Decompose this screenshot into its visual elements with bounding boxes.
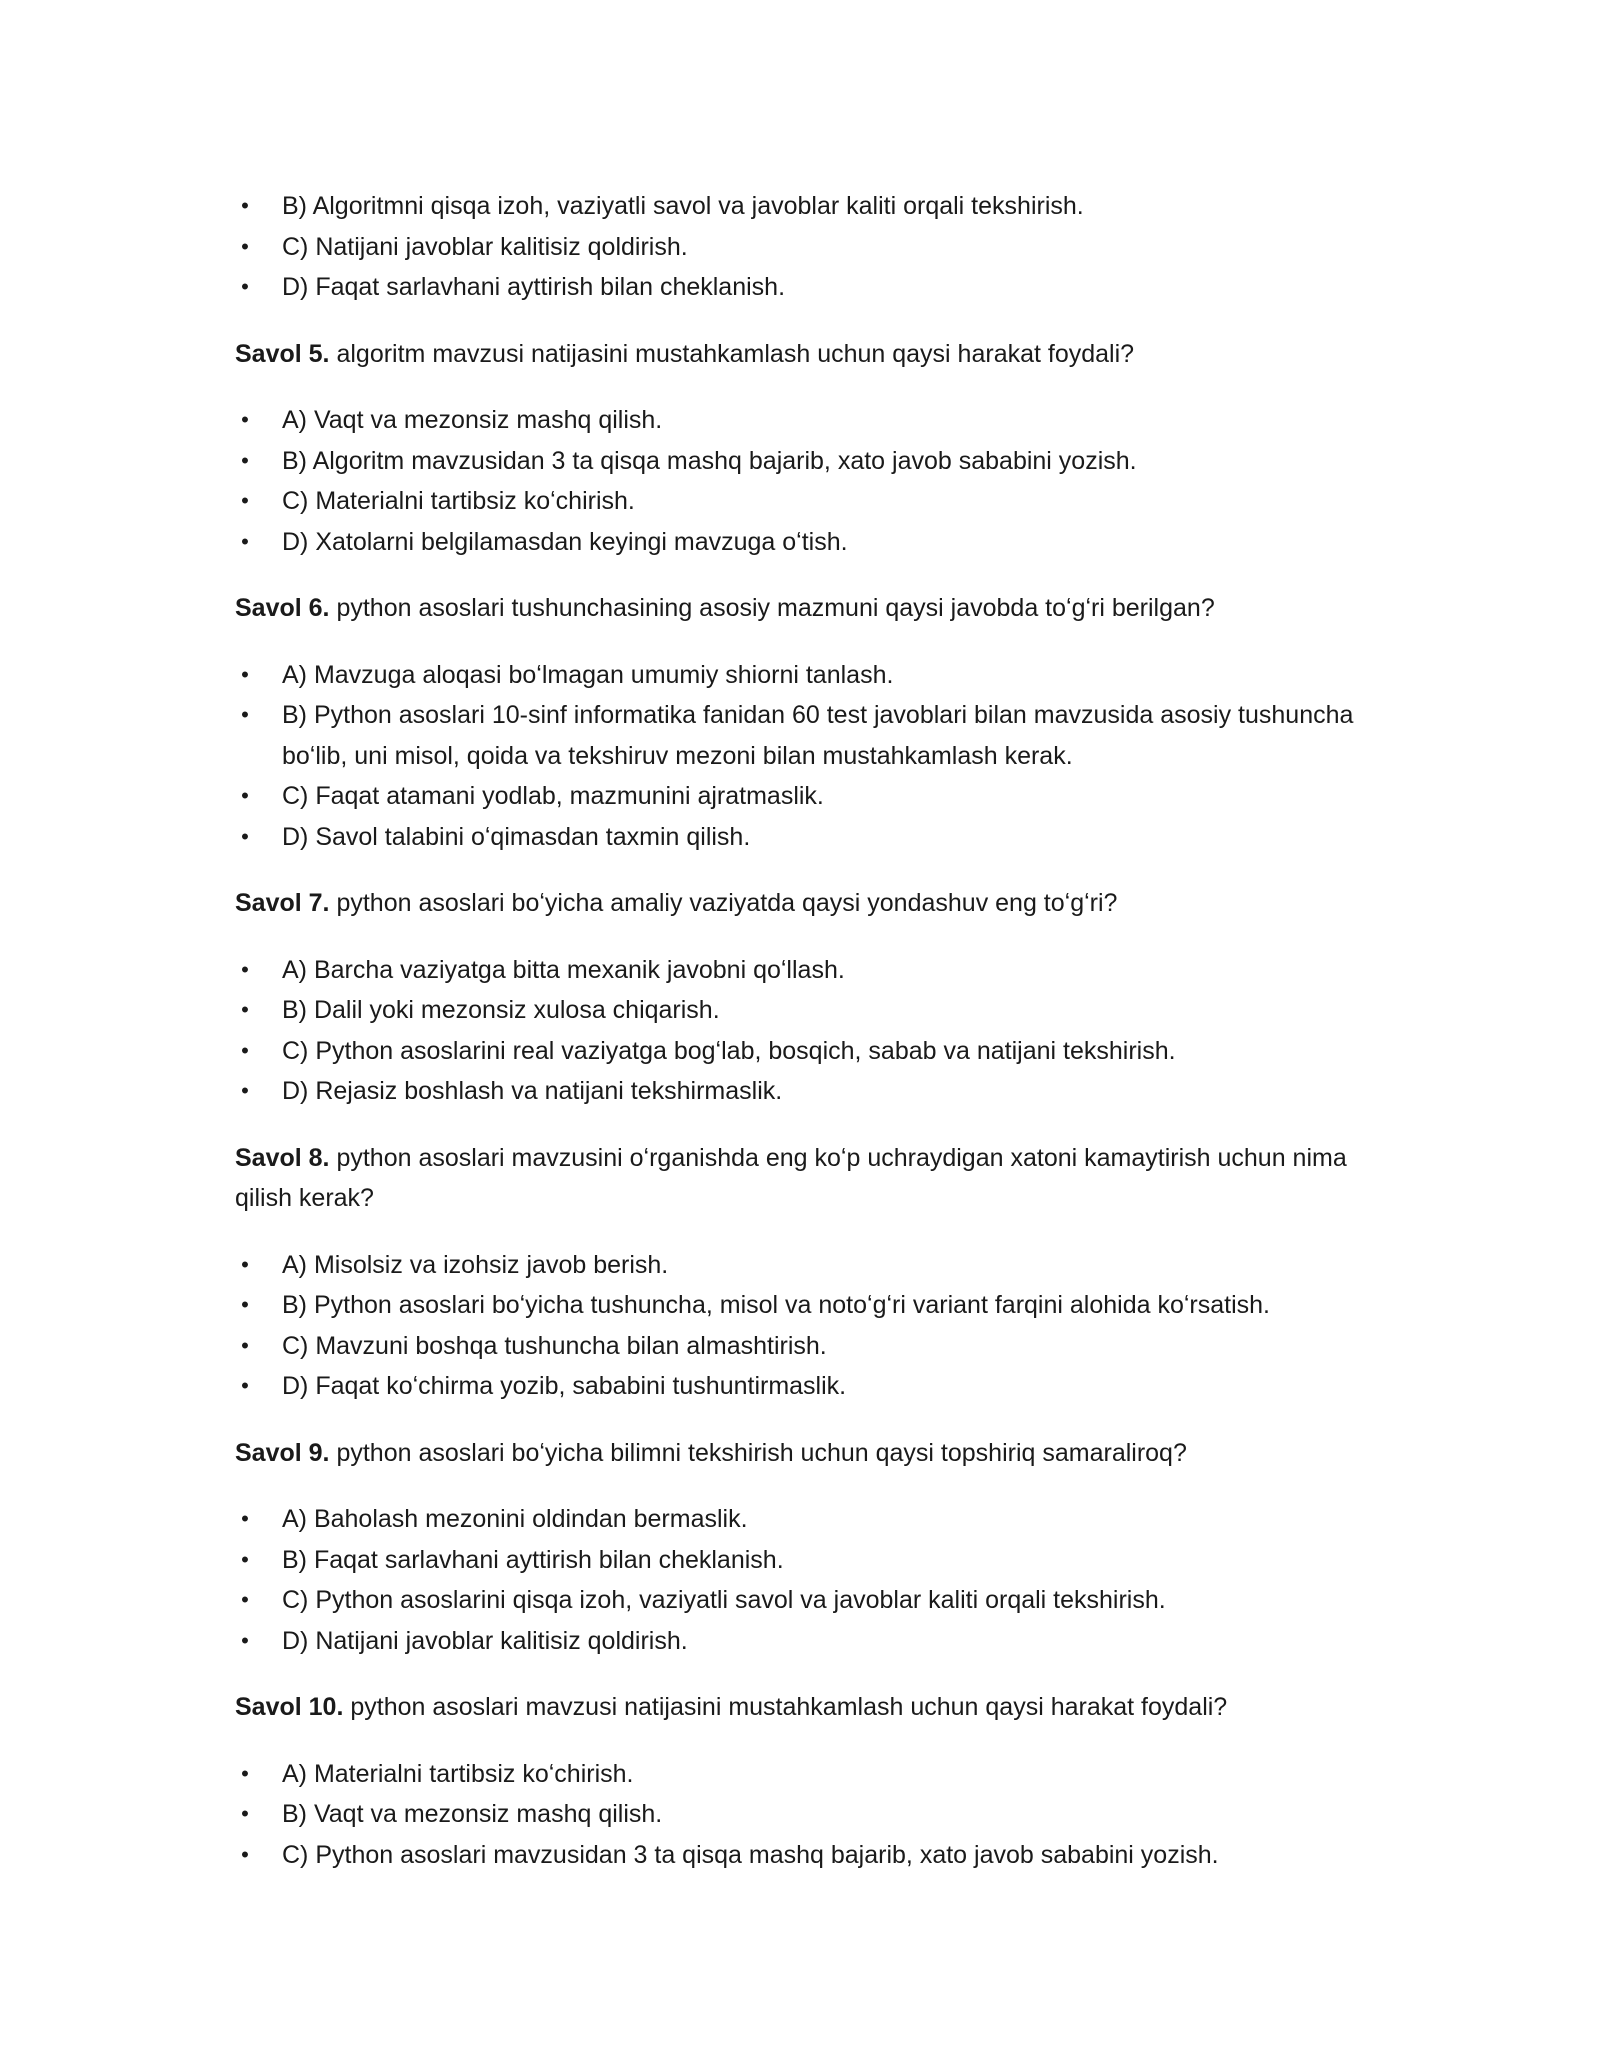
option-item bbox=[235, 481, 1365, 522]
option-list bbox=[235, 655, 1365, 858]
option-text: B) Vaqt va mezonsiz mashq qilish. bbox=[282, 1800, 663, 1828]
option-item bbox=[235, 1794, 1365, 1835]
option-item bbox=[235, 655, 1365, 696]
option-item bbox=[235, 1071, 1365, 1112]
option-text: C) Faqat atamani yodlab, mazmunini ajratmaslik. bbox=[282, 782, 824, 810]
option-item bbox=[235, 1580, 1365, 1621]
question-number: Savol 5. bbox=[235, 339, 330, 368]
option-list bbox=[235, 1754, 1365, 1876]
option-text: B) Faqat sarlavhani ayttirish bilan cheklanish. bbox=[282, 1545, 784, 1574]
option-text: A) Vaqt va mezonsiz mashq qilish. bbox=[282, 406, 663, 434]
option-item bbox=[235, 1326, 1365, 1367]
option-item bbox=[235, 990, 1365, 1031]
bullet-icon: • bbox=[241, 702, 249, 727]
option-item bbox=[235, 441, 1365, 482]
option-text: D) Xatolarni belgilamasdan keyingi mavzuga oʻtish. bbox=[282, 527, 848, 556]
option-text: C) Python asoslarini qisqa izoh, vaziyatli savol va javoblar kaliti orqali tekshirish. bbox=[282, 1586, 1166, 1614]
option-text: D) Savol talabini oʻqimasdan taxmin qilish. bbox=[282, 822, 751, 851]
question-5 bbox=[235, 334, 1365, 375]
option-text: B) Python asoslari 10-sinf informatika fanidan 60 test javoblari bilan mavzusida asosiy tushuncha boʻlib, uni misol, qoida va tekshiruv mezoni bilan mustahkamlash kerak. bbox=[282, 701, 1354, 770]
question-text: algoritm mavzusi natijasini mustahkamlash uchun qaysi harakat foydali? bbox=[336, 339, 1135, 368]
bullet-icon: • bbox=[241, 1627, 249, 1653]
option-item bbox=[235, 267, 1365, 308]
question-number: Savol 8. bbox=[235, 1143, 330, 1172]
option-item bbox=[235, 950, 1365, 991]
option-item bbox=[235, 1835, 1365, 1876]
option-text: B) Dalil yoki mezonsiz xulosa chiqarish. bbox=[282, 996, 720, 1024]
bullet-icon: • bbox=[241, 1078, 249, 1103]
question-number: Savol 6. bbox=[235, 594, 330, 622]
option-item bbox=[235, 522, 1365, 563]
bullet-icon: • bbox=[241, 661, 249, 687]
bullet-icon: • bbox=[241, 488, 249, 513]
bullet-icon: • bbox=[241, 274, 249, 299]
option-text: D) Faqat koʻchirma yozib, sababini tushuntirmaslik. bbox=[282, 1372, 847, 1400]
option-text: C) Mavzuni boshqa tushuncha bilan almashtirish. bbox=[282, 1331, 827, 1360]
option-item bbox=[235, 817, 1365, 858]
bullet-icon: • bbox=[241, 1587, 249, 1612]
question-text: python asoslari mavzusi natijasini mustahkamlash uchun qaysi harakat foydali? bbox=[350, 1693, 1228, 1721]
document-page bbox=[235, 186, 1365, 1875]
bullet-icon: • bbox=[241, 1373, 249, 1398]
bullet-icon: • bbox=[241, 1332, 249, 1358]
option-item bbox=[235, 1621, 1365, 1662]
bullet-icon: • bbox=[241, 956, 249, 982]
option-list bbox=[235, 1245, 1365, 1407]
option-list bbox=[235, 950, 1365, 1112]
option-item bbox=[235, 400, 1365, 441]
option-text: A) Materialni tartibsiz koʻchirish. bbox=[282, 1759, 634, 1788]
option-item bbox=[235, 227, 1365, 268]
option-text: A) Mavzuga aloqasi boʻlmagan umumiy shiorni tanlash. bbox=[282, 660, 894, 689]
bullet-icon: • bbox=[241, 997, 249, 1022]
question-7 bbox=[235, 883, 1365, 924]
question-number: Savol 7. bbox=[235, 889, 330, 917]
bullet-icon: • bbox=[241, 193, 249, 218]
bullet-icon: • bbox=[241, 823, 249, 849]
option-text: B) Python asoslari boʻyicha tushuncha, misol va notoʻgʻri variant farqini alohida koʻrsatish. bbox=[282, 1291, 1271, 1319]
question-text: python asoslari boʻyicha amaliy vaziyatda qaysi yondashuv eng toʻgʻri? bbox=[336, 889, 1118, 917]
question-text: python asoslari boʻyicha bilimni tekshirish uchun qaysi topshiriq samaraliroq? bbox=[336, 1438, 1187, 1467]
bullet-icon: • bbox=[241, 1546, 249, 1572]
question-number: Savol 10. bbox=[235, 1693, 344, 1721]
option-text: D) Natijani javoblar kalitisiz qoldirish. bbox=[282, 1626, 688, 1655]
question-number: Savol 9. bbox=[235, 1438, 330, 1467]
option-text: C) Python asoslarini real vaziyatga bogʻlab, bosqich, sabab va natijani tekshirish. bbox=[282, 1036, 1176, 1065]
question-10 bbox=[235, 1687, 1365, 1728]
option-list bbox=[235, 400, 1365, 562]
option-item bbox=[235, 1366, 1365, 1407]
bullet-icon: • bbox=[241, 407, 249, 432]
option-text: B) Algoritmni qisqa izoh, vaziyatli savol va javoblar kaliti orqali tekshirish. bbox=[282, 192, 1084, 220]
option-item bbox=[235, 1754, 1365, 1795]
option-item bbox=[235, 695, 1365, 776]
bullet-icon: • bbox=[241, 1801, 249, 1826]
option-text: C) Natijani javoblar kalitisiz qoldirish. bbox=[282, 232, 688, 261]
option-item bbox=[235, 1540, 1365, 1581]
option-text: C) Materialni tartibsiz koʻchirish. bbox=[282, 487, 635, 515]
option-text: A) Barcha vaziyatga bitta mexanik javobni qoʻllash. bbox=[282, 955, 845, 984]
bullet-icon: • bbox=[241, 1292, 249, 1317]
bullet-icon: • bbox=[241, 783, 249, 808]
question-8 bbox=[235, 1138, 1365, 1219]
bullet-icon: • bbox=[241, 1760, 249, 1786]
question-6 bbox=[235, 588, 1365, 629]
bullet-icon: • bbox=[241, 528, 249, 554]
question-9 bbox=[235, 1433, 1365, 1474]
option-text: A) Baholash mezonini oldindan bermaslik. bbox=[282, 1505, 748, 1533]
option-text: D) Faqat sarlavhani ayttirish bilan cheklanish. bbox=[282, 273, 786, 301]
option-item bbox=[235, 1031, 1365, 1072]
question-text: python asoslari mavzusini oʻrganishda eng koʻp uchraydigan xatoni kamaytirish uchun nima qilish kerak? bbox=[235, 1143, 1347, 1212]
bullet-icon: • bbox=[241, 447, 249, 473]
bullet-icon: • bbox=[241, 1037, 249, 1063]
option-item bbox=[235, 1245, 1365, 1286]
option-list bbox=[235, 186, 1365, 308]
option-text: C) Python asoslari mavzusidan 3 ta qisqa mashq bajarib, xato javob sababini yozish. bbox=[282, 1840, 1219, 1869]
bullet-icon: • bbox=[241, 1506, 249, 1531]
option-item bbox=[235, 186, 1365, 227]
option-text: A) Misolsiz va izohsiz javob berish. bbox=[282, 1250, 669, 1279]
option-list bbox=[235, 1499, 1365, 1661]
option-text: D) Rejasiz boshlash va natijani tekshirmaslik. bbox=[282, 1077, 783, 1105]
bullet-icon: • bbox=[241, 233, 249, 259]
option-text: B) Algoritm mavzusidan 3 ta qisqa mashq bajarib, xato javob sababini yozish. bbox=[282, 446, 1137, 475]
question-text: python asoslari tushunchasining asosiy mazmuni qaysi javobda toʻgʻri berilgan? bbox=[336, 594, 1215, 622]
option-item bbox=[235, 776, 1365, 817]
option-item bbox=[235, 1499, 1365, 1540]
option-item bbox=[235, 1285, 1365, 1326]
bullet-icon: • bbox=[241, 1841, 249, 1867]
bullet-icon: • bbox=[241, 1251, 249, 1277]
